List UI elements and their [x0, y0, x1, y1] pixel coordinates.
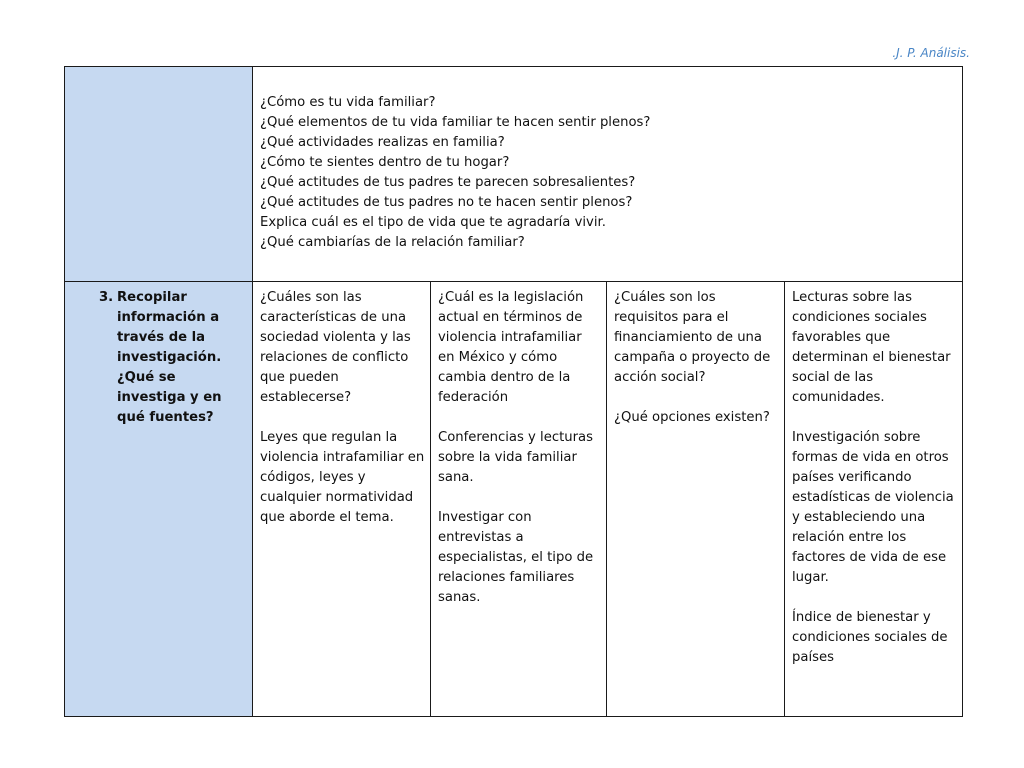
- research-paragraph: Investigar con entrevistas a especialistas, el tipo de relaciones familiares sanas.: [438, 510, 594, 605]
- research-paragraph: ¿Cuáles son los requisitos para el financiamiento de una campaña o proyecto de acción social?: [614, 290, 771, 385]
- stage-label-cell-empty: [65, 67, 253, 282]
- research-cell-2: [431, 282, 607, 717]
- table-row-questions: [65, 67, 963, 282]
- table-row-research: [65, 282, 963, 717]
- research-paragraph: Lecturas sobre las condiciones sociales favorables que determinan el bienestar social de las comunidades.: [792, 290, 951, 405]
- guiding-questions-cell: [253, 67, 963, 282]
- question-item: Explica cuál es el tipo de vida que te agradaría vivir.: [260, 215, 606, 230]
- research-paragraph: Índice de bienestar y condiciones sociales de países: [792, 610, 948, 665]
- stage-label-cell: [65, 282, 253, 717]
- question-item: ¿Qué actividades realizas en familia?: [260, 135, 505, 150]
- stage-title: Recopilar información a través de la investigación. ¿Qué se investiga y en qué fuentes?: [117, 290, 222, 425]
- question-item: ¿Cómo te sientes dentro de tu hogar?: [260, 155, 510, 170]
- question-item: ¿Qué elementos de tu vida familiar te hacen sentir plenos?: [260, 115, 651, 130]
- research-cell-3: [607, 282, 785, 717]
- stage-number: 3.: [99, 290, 114, 305]
- research-paragraph: Investigación sobre formas de vida en otros países verificando estadísticas de violencia y estableciendo una relación entre los factores de vida de ese lugar.: [792, 430, 954, 585]
- research-cell-4: [785, 282, 963, 717]
- document-header: .J. P. Análisis.: [892, 46, 970, 60]
- stage-heading: [72, 288, 248, 428]
- research-paragraph: ¿Cuáles son las características de una sociedad violenta y las relaciones de conflicto que pueden establecerse?: [260, 290, 411, 405]
- research-paragraph: ¿Cuál es la legislación actual en términos de violencia intrafamiliar en México y cómo cambia dentro de la federación: [438, 290, 584, 405]
- question-item: ¿Qué cambiarías de la relación familiar?: [260, 235, 525, 250]
- research-paragraph: Leyes que regulan la violencia intrafamiliar en códigos, leyes y cualquier normatividad que aborde el tema.: [260, 430, 425, 525]
- question-item: ¿Qué actitudes de tus padres te parecen sobresalientes?: [260, 175, 636, 190]
- question-item: ¿Cómo es tu vida familiar?: [260, 95, 436, 110]
- question-item: ¿Qué actitudes de tus padres no te hacen sentir plenos?: [260, 195, 633, 210]
- research-paragraph: Conferencias y lecturas sobre la vida familiar sana.: [438, 430, 593, 485]
- research-paragraph: ¿Qué opciones existen?: [614, 410, 770, 425]
- research-cell-1: [253, 282, 431, 717]
- planning-table: [64, 66, 963, 717]
